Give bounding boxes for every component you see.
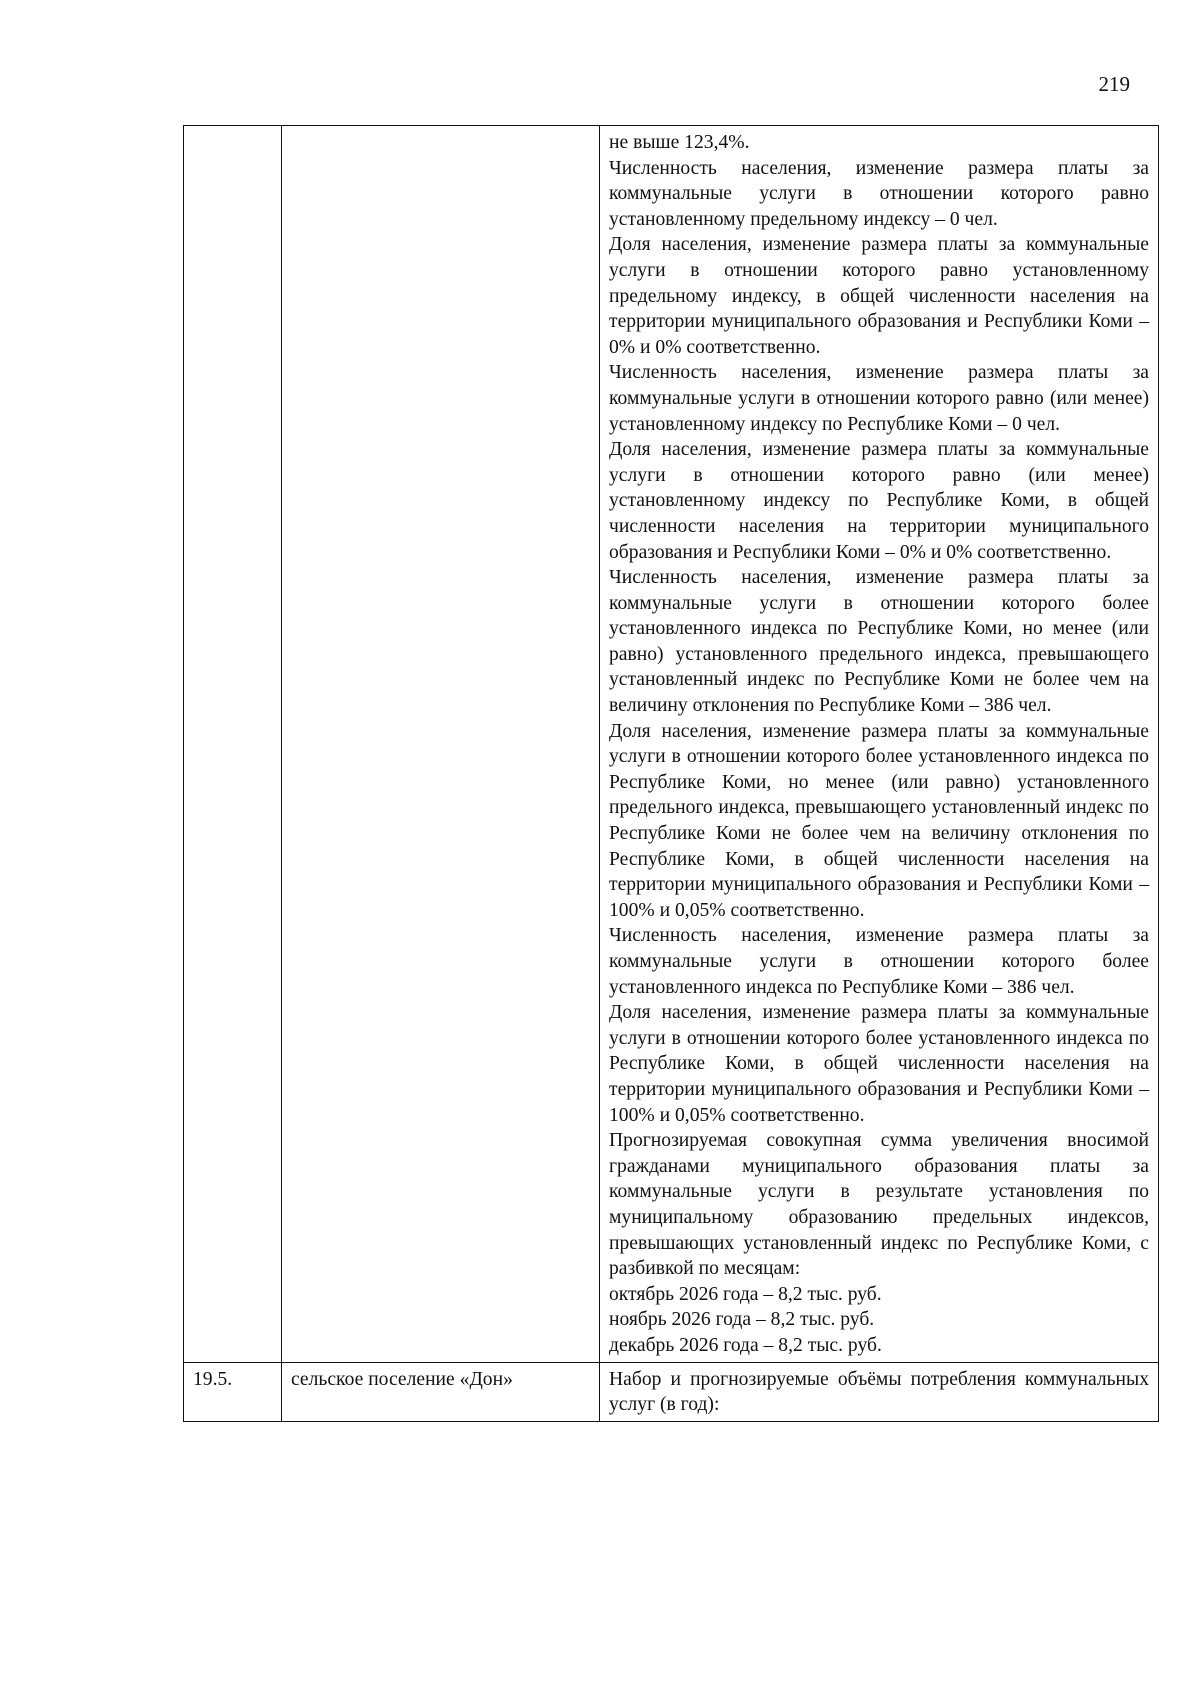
document-table bbox=[183, 125, 1159, 1422]
indicators-cell bbox=[600, 1362, 1159, 1421]
indicator-paragraph: Численность населения, изменение размера платы за коммунальные услуги в отношении которого равно установленному предельному индексу – 0 чел. bbox=[609, 157, 1149, 230]
indicator-paragraph: Численность населения, изменение размера платы за коммунальные услуги в отношении которого более установленного индекса по Республике Коми – 386 чел. bbox=[609, 925, 1149, 998]
indicator-paragraph: Доля населения, изменение размера платы за коммунальные услуги в отношении которого равно установленному предельному индексу, в общей численности населения на территории муниципального образования и Республики Коми – 0% и 0% соответственно. bbox=[609, 234, 1149, 358]
indicator-paragraph: Доля населения, изменение размера платы за коммунальные услуги в отношении которого более установленного индекса по Республике Коми, но менее (или равно) установленного предельного индекса, превышающего установленный индекс по Республике Коми не более чем на величину отклонения по Республике Коми, в общей численности населения на территории муниципального образования и Республики Коми – 100% и 0,05% соответственно. bbox=[609, 720, 1149, 921]
page-number: 219 bbox=[1098, 72, 1130, 96]
municipality-cell bbox=[282, 126, 600, 1363]
indicator-paragraph: Прогнозируемая совокупная сумма увеличения вносимой гражданами муниципального образования платы за коммунальные услуги в результате установления по муниципальному образованию предельных индексов, превышающих установленный индекс по Республике Коми, с разбивкой по месяцам: bbox=[609, 1130, 1149, 1280]
indicator-paragraph: Численность населения, изменение размера платы за коммунальные услуги в отношении которого равно (или менее) установленному индексу по Республике Коми – 0 чел. bbox=[609, 362, 1149, 435]
indicator-paragraph: Численность населения, изменение размера платы за коммунальные услуги в отношении которого более установленного индекса по Республике Коми, но менее (или равно) установленного предельного индекса, превышающего установленный индекс по Республике Коми не более чем на величину отклонения по Республике Коми – 386 чел. bbox=[609, 567, 1149, 717]
indicator-paragraph: не выше 123,4%. bbox=[609, 132, 750, 153]
monthly-amount: декабрь 2026 года – 8,2 тыс. руб. bbox=[609, 1334, 882, 1356]
municipality-name: сельское поселение «Дон» bbox=[291, 1368, 513, 1390]
monthly-amount: октябрь 2026 года – 8,2 тыс. руб. bbox=[609, 1283, 882, 1305]
row-number-cell bbox=[184, 1362, 282, 1421]
row-number: 19.5. bbox=[193, 1368, 233, 1390]
row-number-cell bbox=[184, 126, 282, 1363]
indicator-paragraph: Набор и прогнозируемые объёмы потребления коммунальных услуг (в год): bbox=[609, 1368, 1149, 1416]
table-row bbox=[184, 126, 1159, 1363]
indicator-paragraph: Доля населения, изменение размера платы за коммунальные услуги в отношении которого более установленного индекса по Республике Коми, в общей численности населения на территории муниципального образования и Республики Коми – 100% и 0,05% соответственно. bbox=[609, 1002, 1149, 1126]
table-row bbox=[184, 1362, 1159, 1421]
indicators-cell bbox=[600, 126, 1159, 1363]
indicator-paragraph: Доля населения, изменение размера платы за коммунальные услуги в отношении которого равно (или менее) установленному индексу по Республике Коми, в общей численности населения на территории муниципального образования и Республики Коми – 0% и 0% соответственно. bbox=[609, 439, 1149, 563]
municipality-cell bbox=[282, 1362, 600, 1421]
monthly-amount: ноябрь 2026 года – 8,2 тыс. руб. bbox=[609, 1309, 875, 1331]
